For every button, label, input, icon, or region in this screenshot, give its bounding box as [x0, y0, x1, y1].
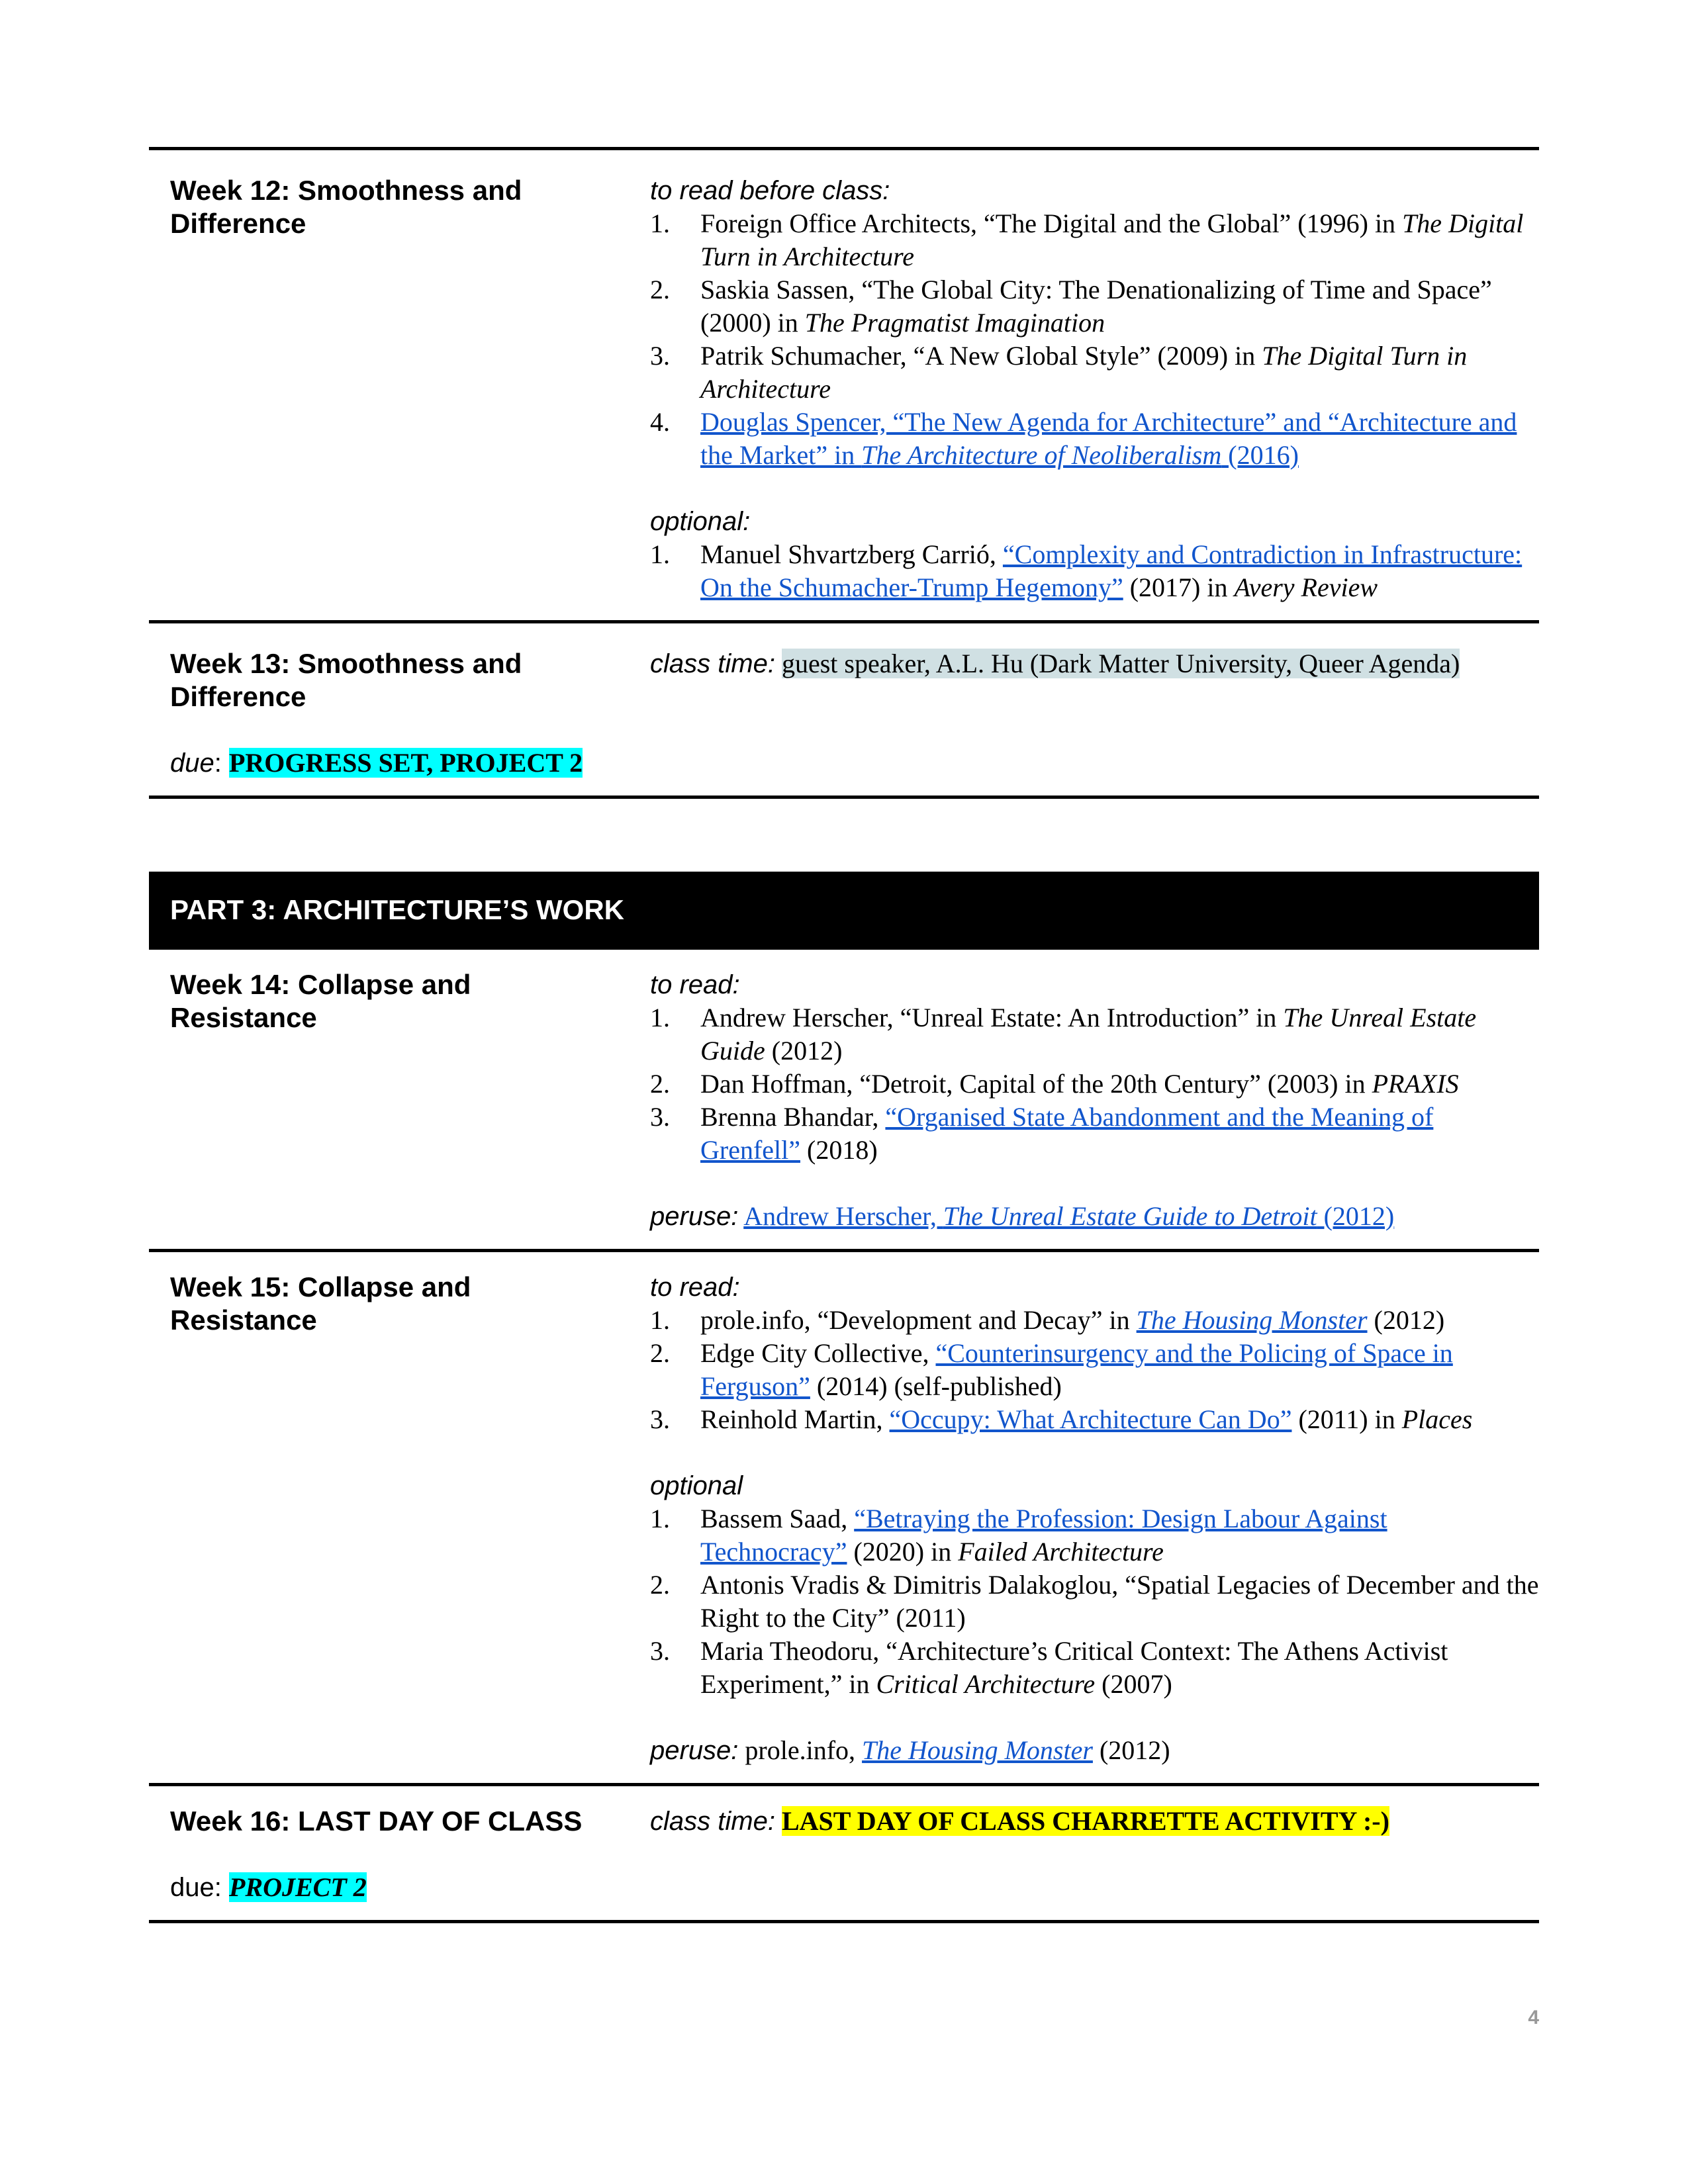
week-14-row [149, 950, 1539, 1249]
list-item: 2. Edge City Collective, “Counterinsurgency and the Policing of Space in Ferguson” (2014) (self-published) [650, 1338, 1453, 1401]
peruse-line: peruse: prole.info, The Housing Monster (2012) [650, 1735, 1170, 1765]
due-line: due: PROGRESS SET, PROJECT 2 [170, 748, 583, 778]
reading-link[interactable]: “Complexity and Contradiction in Infrastructure: On the Schumacher-Trump Hegemony” [700, 539, 1523, 602]
week-15-title: Week 15: Collapse and Resistance [170, 1271, 471, 1336]
class-time-line: class time: guest speaker, A.L. Hu (Dark Matter University, Queer Agenda) [650, 649, 1460, 678]
list-item: 2. Antonis Vradis & Dimitris Dalakoglou, “Spatial Legacies of December and the Right to the City” (2011) [650, 1570, 1539, 1633]
due-badge: PROGRESS SET, PROJECT 2 [228, 748, 583, 778]
reading-link[interactable]: Douglas Spencer, “The New Agenda for Architecture” and “Architecture and the Market” in The Architecture of Neoliberalism (2016) [700, 407, 1517, 470]
list-item: 1. Bassem Saad, “Betraying the Profession: Design Labour Against Technocracy” (2020) in Failed Architecture [650, 1504, 1387, 1567]
list-item: 2. Dan Hoffman, “Detroit, Capital of the 20th Century” (2003) in PRAXIS [650, 1069, 1459, 1099]
week-13-row [149, 623, 1539, 796]
list-item: 1. Manuel Shvartzberg Carrió, “Complexity and Contradiction in Infrastructure: On the Schumacher-Trump Hegemony” (2017) in Avery Review [650, 539, 1523, 602]
optional-label: optional: [650, 507, 751, 536]
page-number: 4 [1528, 2007, 1539, 2028]
list-item: 4. Douglas Spencer, “The New Agenda for Architecture” and “Architecture and the Market” in The Architecture of Neoliberalism (2016) [650, 407, 1517, 470]
week-12-title: Week 12: Smoothness and Difference [170, 175, 522, 239]
part-3-banner: PART 3: ARCHITECTURE’S WORK [149, 872, 1539, 950]
divider [149, 796, 1539, 799]
reading-label: to read before class: [650, 176, 890, 205]
week-16-title: Week 16: LAST DAY OF CLASS [170, 1805, 583, 1837]
list-item: 3. Brenna Bhandar, “Organised State Abandonment and the Meaning of Grenfell” (2018) [650, 1102, 1434, 1165]
class-time-line: class time: LAST DAY OF CLASS CHARRETTE ACTIVITY :-) [650, 1806, 1389, 1836]
peruse-link[interactable]: The Housing Monster [862, 1735, 1093, 1765]
reading-list [650, 1001, 1539, 1167]
optional-list [650, 538, 1539, 604]
list-item: 1. Andrew Herscher, “Unreal Estate: An Introduction” in The Unreal Estate Guide (2012) [650, 1003, 1477, 1066]
reading-label: to read: [650, 970, 740, 999]
list-item: 2. Saskia Sassen, “The Global City: The Denationalizing of Time and Space” (2000) in The Pragmatist Imagination [650, 275, 1492, 338]
reading-link[interactable]: “Betraying the Profession: Design Labour Against Technocracy” [700, 1504, 1387, 1567]
reading-label: to read: [650, 1273, 740, 1302]
week-12-row [149, 150, 1539, 620]
list-item: 3. Maria Theodoru, “Architecture’s Critical Context: The Athens Activist Experiment,” in Critical Architecture (2007) [650, 1636, 1448, 1699]
reading-list [650, 207, 1539, 472]
week-13-title: Week 13: Smoothness and Difference [170, 648, 522, 712]
reading-link[interactable]: The Housing Monster [1136, 1305, 1368, 1335]
peruse-line: peruse: Andrew Herscher, The Unreal Estate Guide to Detroit (2012) [650, 1201, 1395, 1231]
due-line: due: PROJECT 2 [170, 1872, 367, 1902]
week-14-title: Week 14: Collapse and Resistance [170, 969, 471, 1033]
list-item: 3. Reinhold Martin, “Occupy: What Architecture Can Do” (2011) in Places [650, 1404, 1473, 1434]
optional-label: optional [650, 1471, 743, 1500]
class-time-value: LAST DAY OF CLASS CHARRETTE ACTIVITY :-) [781, 1806, 1389, 1836]
optional-list [650, 1502, 1539, 1701]
class-time-value: guest speaker, A.L. Hu (Dark Matter University, Queer Agenda) [781, 649, 1460, 678]
reading-link[interactable]: “Organised State Abandonment and the Meaning of Grenfell” [700, 1102, 1434, 1165]
syllabus-page [149, 147, 1539, 1923]
list-item: 1. prole.info, “Development and Decay” in The Housing Monster (2012) [650, 1305, 1445, 1335]
reading-link[interactable]: “Occupy: What Architecture Can Do” [889, 1404, 1292, 1434]
week-15-row [149, 1252, 1539, 1783]
due-badge: PROJECT 2 [228, 1872, 367, 1902]
list-item: 1. Foreign Office Architects, “The Digital and the Global” (1996) in The Digital Turn in Architecture [650, 208, 1524, 271]
peruse-link[interactable]: Andrew Herscher, The Unreal Estate Guide to Detroit (2012) [743, 1201, 1395, 1231]
reading-link[interactable]: “Counterinsurgency and the Policing of Space in Ferguson” [700, 1338, 1453, 1401]
list-item: 3. Patrik Schumacher, “A New Global Style” (2009) in The Digital Turn in Architecture [650, 341, 1468, 404]
week-16-row [149, 1786, 1539, 1920]
reading-list [650, 1304, 1539, 1436]
divider [149, 1920, 1539, 1923]
